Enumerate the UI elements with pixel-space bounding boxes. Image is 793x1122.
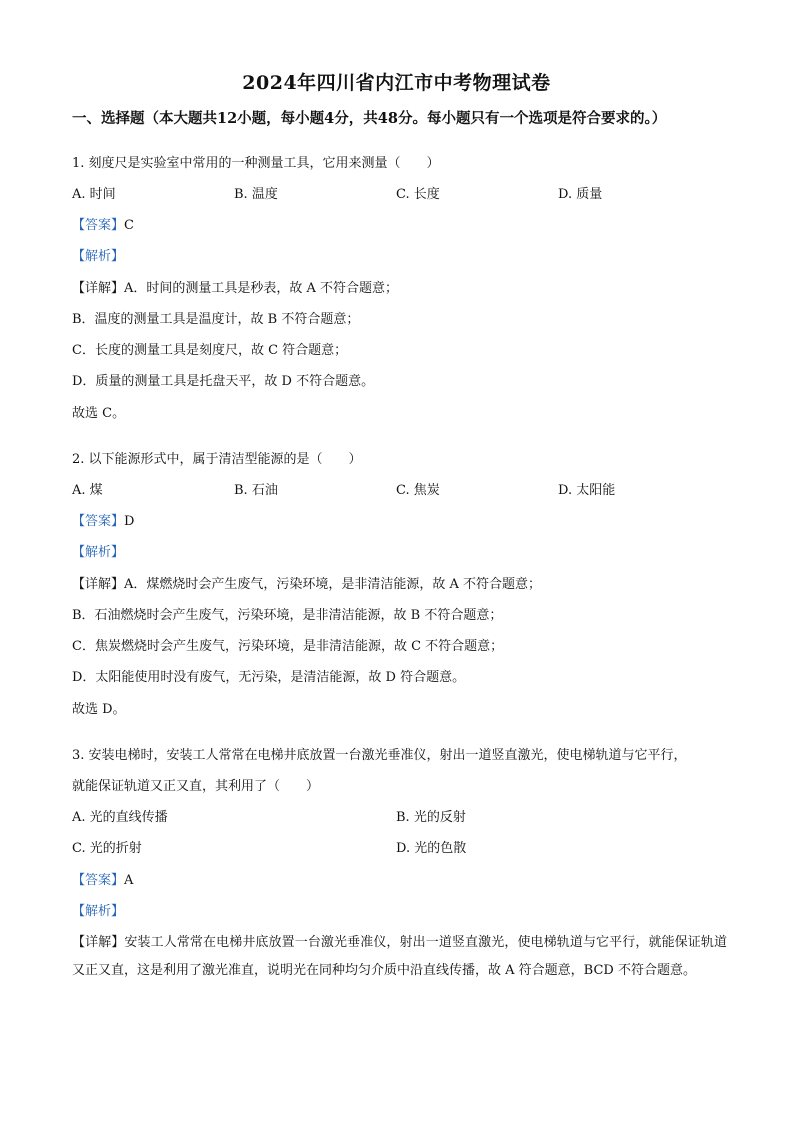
- q2-option-b: B. 石油: [234, 483, 278, 498]
- q1-conclusion: 故选 C。: [72, 406, 126, 421]
- q1-answer: [72, 216, 134, 236]
- q3-answer: [72, 871, 133, 891]
- q1-option-d: D. 质量: [558, 187, 603, 202]
- q2-detail-line: D．太阳能使用时没有废气，无污染，是清洁能源，故 D 符合题意。: [72, 670, 466, 685]
- q2-answer-value: D: [124, 514, 135, 529]
- answer-label: 【答案】: [72, 873, 125, 888]
- question-1-stem: 1. 刻度尺是实验室中常用的一种测量工具，它用来测量（ ）: [72, 156, 440, 171]
- q2-option-a: A. 煤: [72, 483, 103, 498]
- q2-option-c: C. 焦炭: [396, 483, 440, 498]
- q1-detail-line: D．质量的测量工具是托盘天平，故 D 不符合题意。: [72, 374, 375, 389]
- q2-detail: 【详解】A．煤燃烧时会产生废气，污染环境，是非清洁能源，故 A 不符合题意；: [72, 577, 542, 592]
- q1-option-b: B. 温度: [234, 187, 278, 202]
- answer-label: 【答案】: [72, 218, 125, 233]
- q1-answer-value: C: [124, 218, 134, 233]
- question-2-stem: 2. 以下能源形式中，属于清洁型能源的是（ ）: [72, 452, 362, 467]
- question-3-stem: 3. 安装电梯时，安装工人常常在电梯井底放置一台激光垂准仪，射出一道竖直激光，使电梯轨道与它平行，: [72, 748, 687, 763]
- q2-detail-line: B．石油燃烧时会产生废气，污染环境，是非清洁能源，故 B 不符合题意；: [72, 608, 503, 623]
- page-title: 2024年四川省内江市中考物理试卷: [242, 72, 551, 94]
- answer-label: 【答案】: [72, 514, 125, 529]
- detail-label: 【详解】: [72, 281, 125, 296]
- q3-option-b: B. 光的反射: [396, 810, 466, 825]
- q1-detail: 【详解】A．时间的测量工具是秒表，故 A 不符合题意；: [72, 281, 399, 296]
- q1-detail-line: B．温度的测量工具是温度计，故 B 不符合题意；: [72, 312, 360, 327]
- q3-option-a: A. 光的直线传播: [72, 810, 168, 825]
- q3-option-c: C. 光的折射: [72, 841, 142, 856]
- q2-detail-line: C．焦炭燃烧时会产生废气，污染环境，是非清洁能源，故 C 不符合题意；: [72, 639, 504, 654]
- q2-conclusion: 故选 D。: [72, 702, 126, 717]
- q3-analysis-label: 【解析】: [72, 904, 125, 919]
- q2-analysis-label: 【解析】: [72, 545, 125, 560]
- q1-option-c: C. 长度: [396, 187, 440, 202]
- detail-label: 【详解】: [72, 935, 125, 950]
- q3-answer-value: A: [124, 873, 134, 888]
- q2-option-d: D. 太阳能: [558, 483, 616, 498]
- detail-label: 【详解】: [72, 577, 125, 592]
- q3-detail: 【详解】安装工人常常在电梯井底放置一台激光垂准仪，射出一道竖直激光，使电梯轨道与它平行，就能保证轨道又正又直，这是利用了激光准直，说明光在同种均匀介质中沿直线传播，故 A 符合题意，BCD 不符合题意。: [72, 935, 727, 978]
- q2-answer: [72, 512, 134, 532]
- q1-analysis-label: 【解析】: [72, 249, 125, 264]
- section-heading: 一、选择题（本大题共12小题，每小题4分，共48分。每小题只有一个选项是符合要求的。）: [72, 110, 667, 127]
- q1-detail-line: C．长度的测量工具是刻度尺，故 C 符合题意；: [72, 343, 348, 358]
- question-3-stem-cont: 就能保证轨道又正又直，其利用了（ ）: [72, 779, 320, 794]
- q1-option-a: A. 时间: [72, 187, 116, 202]
- q3-option-d: D. 光的色散: [396, 841, 467, 856]
